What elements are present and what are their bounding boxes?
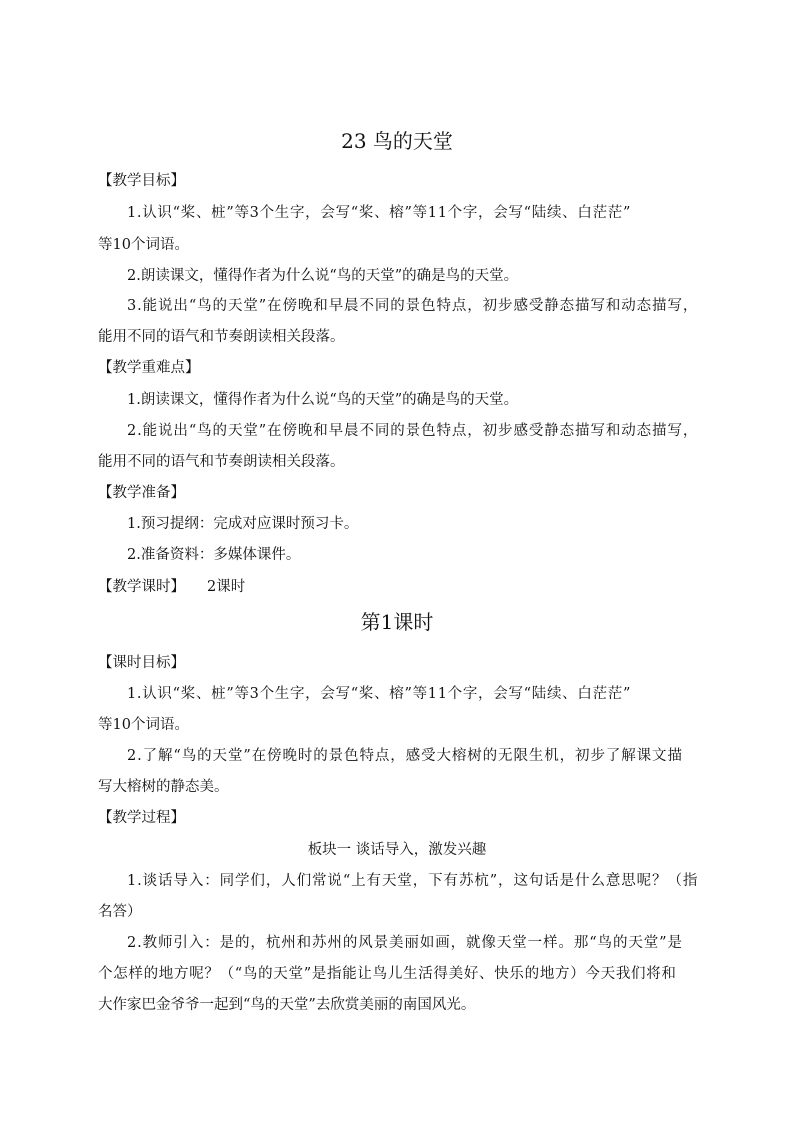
lesson-title: 第1课时 <box>360 610 434 634</box>
goal-1-line-2: 等10个词语。 <box>98 237 189 253</box>
process-2-line-2: 个怎样的地方呢？（“鸟的天堂”是指能让鸟儿生活得美好、快乐的地方）今天我们将和 <box>98 966 677 982</box>
document-title: 23 鸟的天堂 <box>341 129 453 153</box>
key-point-2-line-1: 2.能说出“鸟的天堂”在傍晚和早晨不同的景色特点，初步感受静态描写和动态描写， <box>127 423 699 439</box>
goal-2: 2.朗读课文，懂得作者为什么说“鸟的天堂”的确是鸟的天堂。 <box>127 268 519 284</box>
prep-1: 1.预习提纲：完成对应课时预习卡。 <box>127 516 359 532</box>
section-heading-teaching-goals: 【教学目标】 <box>98 173 185 189</box>
section-heading-class-hours: 【教学课时】 <box>98 579 185 595</box>
goal-1-line-1: 1.认识“桨、桩”等3个生字，会写“桨、榕”等11个字，会写“陆续、白茫茫” <box>127 205 632 221</box>
section-heading-lesson-goals: 【课时目标】 <box>98 655 185 671</box>
goal-3-line-2: 能用不同的语气和节奏朗读相关段落。 <box>98 329 345 345</box>
process-1-line-1: 1.谈话导入：同学们，人们常说“上有天堂，下有苏杭”，这句话是什么意思呢？（指 <box>127 873 699 889</box>
lesson-goal-1-line-1: 1.认识“桨、桩”等3个生字，会写“桨、榕”等11个字，会写“陆续、白茫茫” <box>127 686 632 702</box>
key-point-2-line-2: 能用不同的语气和节奏朗读相关段落。 <box>98 454 345 470</box>
block-1-title: 板块一 谈话导入，激发兴趣 <box>307 842 487 858</box>
section-heading-key-points: 【教学重难点】 <box>98 360 200 376</box>
goal-3-line-1: 3.能说出“鸟的天堂”在傍晚和早晨不同的景色特点，初步感受静态描写和动态描写， <box>127 298 699 314</box>
lesson-goal-2-line-2: 写大榕树的静态美。 <box>98 779 229 795</box>
class-hours-value: 2课时 <box>207 579 246 595</box>
section-heading-teaching-process: 【教学过程】 <box>98 810 185 826</box>
process-2-line-1: 2.教师引入：是的，杭州和苏州的风景美丽如画，就像天堂一样。那“鸟的天堂”是 <box>127 935 683 951</box>
prep-2: 2.准备资料：多媒体课件。 <box>127 547 301 563</box>
process-1-line-2: 名答） <box>98 904 142 920</box>
lesson-goal-1-line-2: 等10个词语。 <box>98 717 189 733</box>
lesson-goal-2-line-1: 2.了解“鸟的天堂”在傍晚时的景色特点，感受大榕树的无限生机，初步了解课文描 <box>127 748 683 764</box>
section-heading-preparation: 【教学准备】 <box>98 485 185 501</box>
key-point-1: 1.朗读课文，懂得作者为什么说“鸟的天堂”的确是鸟的天堂。 <box>127 392 519 408</box>
process-2-line-3: 大作家巴金爷爷一起到“鸟的天堂”去欣赏美丽的南国风光。 <box>98 997 476 1013</box>
